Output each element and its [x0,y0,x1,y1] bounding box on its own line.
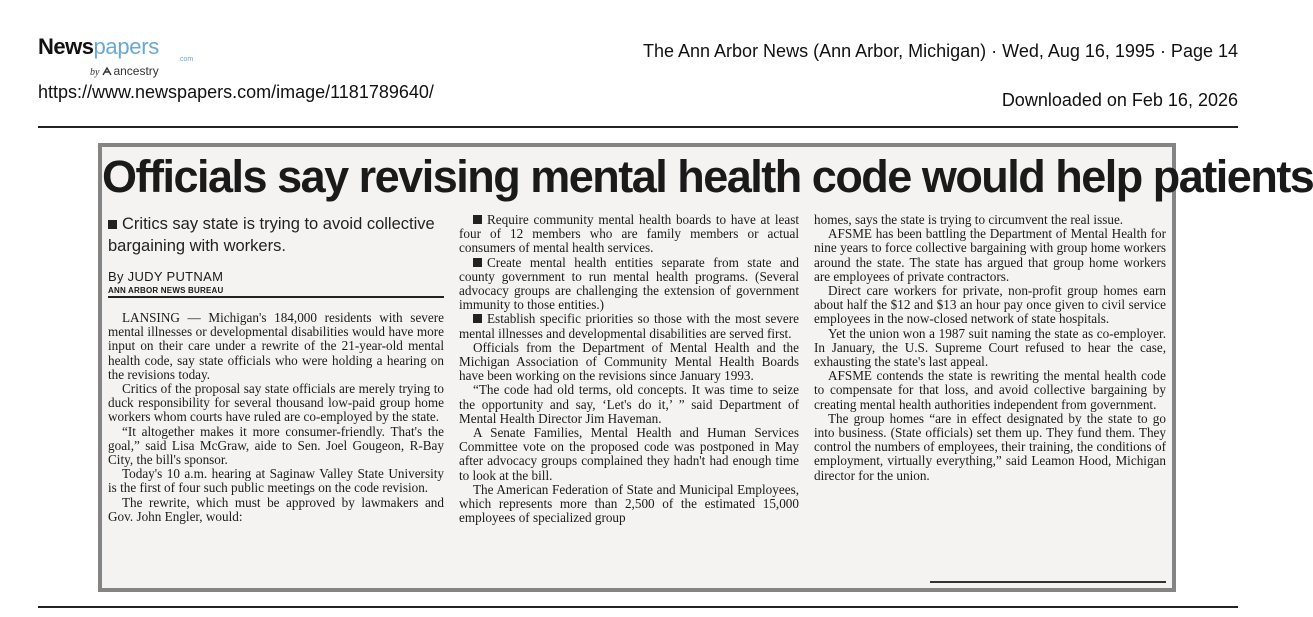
newspaper-clipping [98,143,1313,592]
article-end-rule [930,581,1166,583]
article-column-3 [814,213,1166,483]
paragraph: homes, says the state is trying to circumvent the real issue. [814,212,1124,227]
paragraph: The rewrite, which must be approved by lawmakers and Gov. John Engler, would: [108,494,444,524]
article-byline: By JUDY PUTNAM [108,269,224,284]
paragraph: The American Federation of State and Municipal Employees, which represents more than 2,500 of the estimated 15,000 employees of specialized group [459,481,799,526]
newspapers-logo[interactable] [38,34,198,80]
paragraph: Yet the union won a 1987 suit naming the state as co-employer. In January, the U.S. Supreme Court refused to hear the case, exhausting the state's last appeal. [814,325,1166,370]
deck-text: Critics say state is trying to avoid collective bargaining with workers. [108,215,435,255]
paragraph: LANSING — Michigan's 184,000 residents with severe mental illnesses or developmental disabilities would have more input on their care under a rewrite of the 21-year-old mental health code, say state officials who were holding a hearing on the revisions today. [108,310,444,382]
bullet-text: Require community mental health boards to have at least four of 12 members who are family members or actual consumers of mental health services. [459,212,799,256]
bullet-item [459,213,799,256]
logo-ancestry-text: ancestry [113,64,159,78]
logo-news: News [38,34,94,59]
bullet-square-icon [473,215,482,224]
bullet-item [459,256,799,313]
bullet-text: Create mental health entities separate from state and county government to run mental health programs. (Several advocacy groups are challenging the extension of government immunity to those entities.) [459,254,799,313]
paragraph: AFSME has been battling the Department of Mental Health for nine years to force collective bargaining with group home workers around the state. The state has argued that group home workers are employees of private contractors. [814,226,1166,284]
download-date: Downloaded on Feb 16, 2026 [1001,90,1238,110]
paragraph: The group homes “are in effect designated by the state to go into business. (State officials) set them up. They fund them. They control the numbers of employees, their training, the conditions of employment, virtually everything,” said Leamon Hood, Michigan director for the union. [814,410,1166,483]
bullet-square-icon [473,314,482,323]
article-headline: Officials say revising mental health code would help patients [102,151,1313,202]
paragraph: Today's 10 a.m. hearing at Saginaw Valley State University is the first of four such public meetings on the code revision. [108,466,444,496]
header-divider [38,126,1238,128]
paragraph: AFSME contends the state is rewriting the mental health code to compensate for that loss, and avoid collective bargaining by creating mental health authorities independent from government. [814,368,1166,412]
publication-info: The Ann Arbor News (Ann Arbor, Michigan) · Wed, Aug 16, 1995 · Page 14 [642,41,1238,61]
article-column-1 [108,213,444,524]
clipping-paper [102,147,1313,588]
page-url[interactable]: https://www.newspapers.com/image/1181789640/ [38,82,434,102]
bullet-text: Establish specific priorities so those with the most severe mental illnesses and developmental disabilities are served first. [459,311,799,341]
logo-com: .com [178,56,194,63]
paragraph: “The code had old terms, old concepts. It was time to seize the opportunity and say, ‘Let's do it,’ ” said Department of Mental Health Director Jim Haveman. [459,382,799,426]
paragraph: Direct care workers for private, non-profit group homes earn about half the $12 and $13 an hour pay once given to civil service employees in the now-closed network of state hospitals. [814,283,1166,327]
bullet-square-icon [108,220,117,229]
article-bureau: ANN ARBOR NEWS BUREAU [108,286,224,295]
article-deck [108,213,444,257]
article-column-2 [459,213,799,525]
footer-divider [38,606,1238,608]
bullet-item [459,312,799,340]
ancestry-leaf-icon [102,67,112,76]
paragraph: Officials from the Department of Mental Health and the Michigan Association of Community Mental Health Boards have been working on the revisions since January 1993. [459,339,799,384]
paragraph: “It altogether makes it more consumer-friendly. That's the goal,” said Lisa McGraw, aide to Sen. Joel Gougeon, R-Bay City, the bill's sponsor. [108,423,444,468]
paragraph: A Senate Families, Mental Health and Human Services Committee vote on the proposed code was postponed in May after advocacy groups complained they hadn't had enough time to look at the bill. [459,425,799,483]
logo-by-ancestry [90,64,159,78]
paragraph: Critics of the proposal say state officials are merely trying to duck responsibility for several thousand low-paid group home workers whom courts have ruled are co-employed by the state. [108,381,444,425]
bullet-square-icon [473,258,482,267]
logo-papers: papers [93,34,159,59]
byline-divider [108,296,444,298]
logo-by-text: by [90,67,100,78]
logo-wordmark [38,34,198,60]
